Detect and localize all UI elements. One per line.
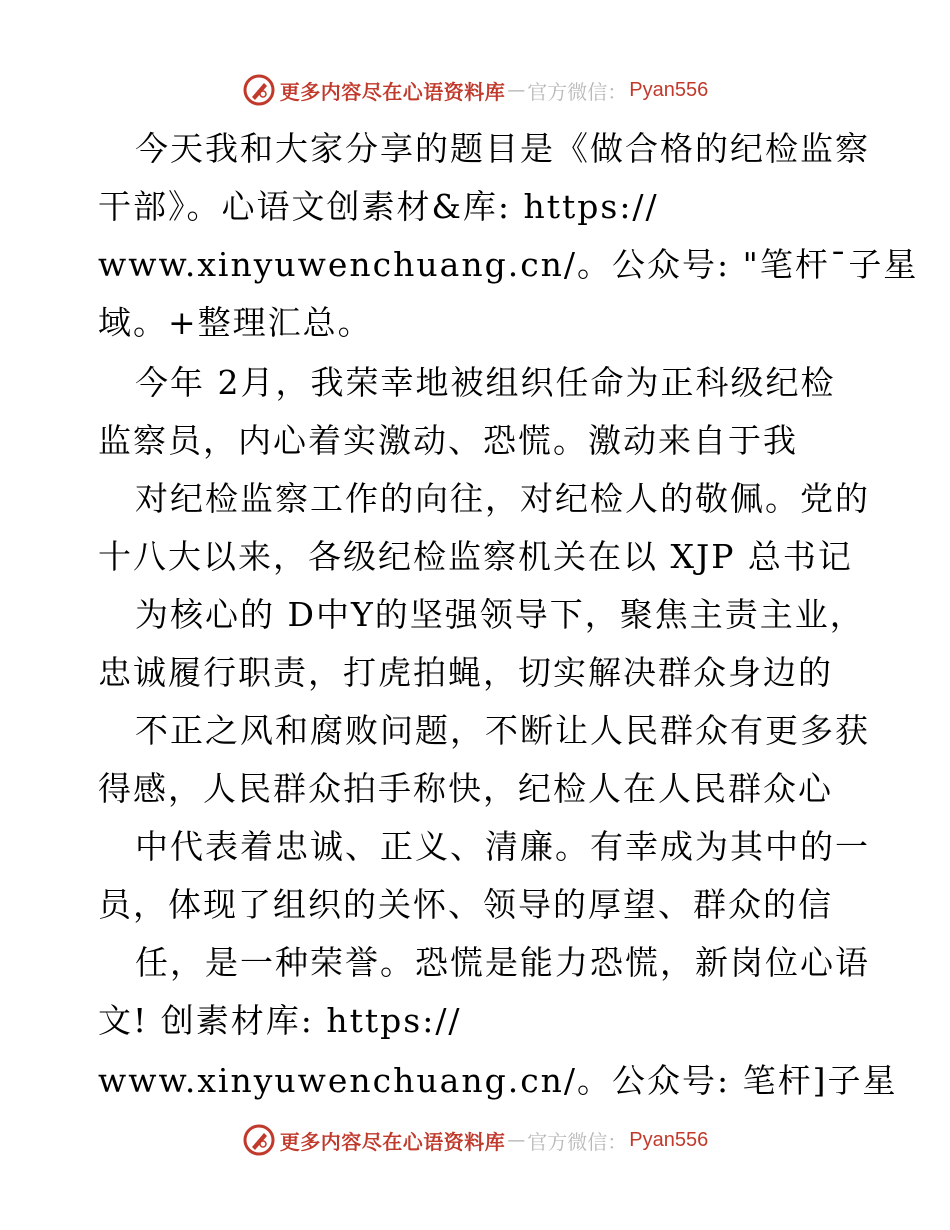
banner-wechat-label: 官方微信：	[527, 79, 628, 104]
footer-banner	[0, 1120, 950, 1160]
text-line: 文! 创素材库: https://	[98, 1001, 462, 1040]
text-line: www.xinyuwenchuang.cn/。公众号: "笔杆¯子星	[98, 245, 919, 284]
banner-wechat-id: Pyan556	[629, 78, 709, 101]
text-line: 任，是一种荣誉。恐慌是能力恐慌，新岗位心语	[135, 943, 870, 982]
banner-slogan: 更多内容尽在心语资料库	[279, 1129, 506, 1154]
text-line: 监察员，内心着实激动、恐慌。激动来自于我	[98, 421, 798, 460]
banner-dash: —	[507, 79, 526, 101]
text-line: 为核心的 D中Y的坚强领导下，聚焦主责主业，	[135, 595, 865, 634]
banner-wechat-label: 官方微信：	[527, 1129, 628, 1154]
brand-logo-icon	[242, 1123, 276, 1157]
text-line: 今天我和大家分享的题目是《做合格的纪检监察	[135, 129, 870, 168]
text-line: 十八大以来，各级纪检监察机关在以 XJP 总书记	[98, 537, 853, 576]
text-line: 员，体现了组织的关怀、领导的厚望、群众的信	[98, 885, 833, 924]
banner-slogan: 更多内容尽在心语资料库	[279, 79, 506, 104]
text-line: 今年 2月，我荣幸地被组织任命为正科级纪检	[135, 363, 836, 402]
text-line: 对纪检监察工作的向往，对纪检人的敬佩。党的	[135, 479, 870, 518]
brand-logo-icon	[242, 73, 276, 107]
banner-wechat-id: Pyan556	[629, 1128, 709, 1151]
text-line: www.xinyuwenchuang.cn/。公众号: 笔杆]子星	[98, 1061, 898, 1100]
text-line: 得感，人民群众拍手称快，纪检人在人民群众心	[98, 769, 833, 808]
header-banner	[0, 70, 950, 110]
text-line: 中代表着忠诚、正义、清廉。有幸成为其中的一	[135, 827, 870, 866]
text-line: 域。+整理汇总。	[98, 303, 373, 342]
text-line: 不正之风和腐败问题，不断让人民群众有更多获	[135, 711, 870, 750]
banner-dash: —	[507, 1129, 526, 1151]
text-line: 忠诚履行职责，打虎拍蝇，切实解决群众身边的	[98, 653, 833, 692]
text-line: 干部》。心语文创素材&库: https://	[98, 187, 659, 226]
